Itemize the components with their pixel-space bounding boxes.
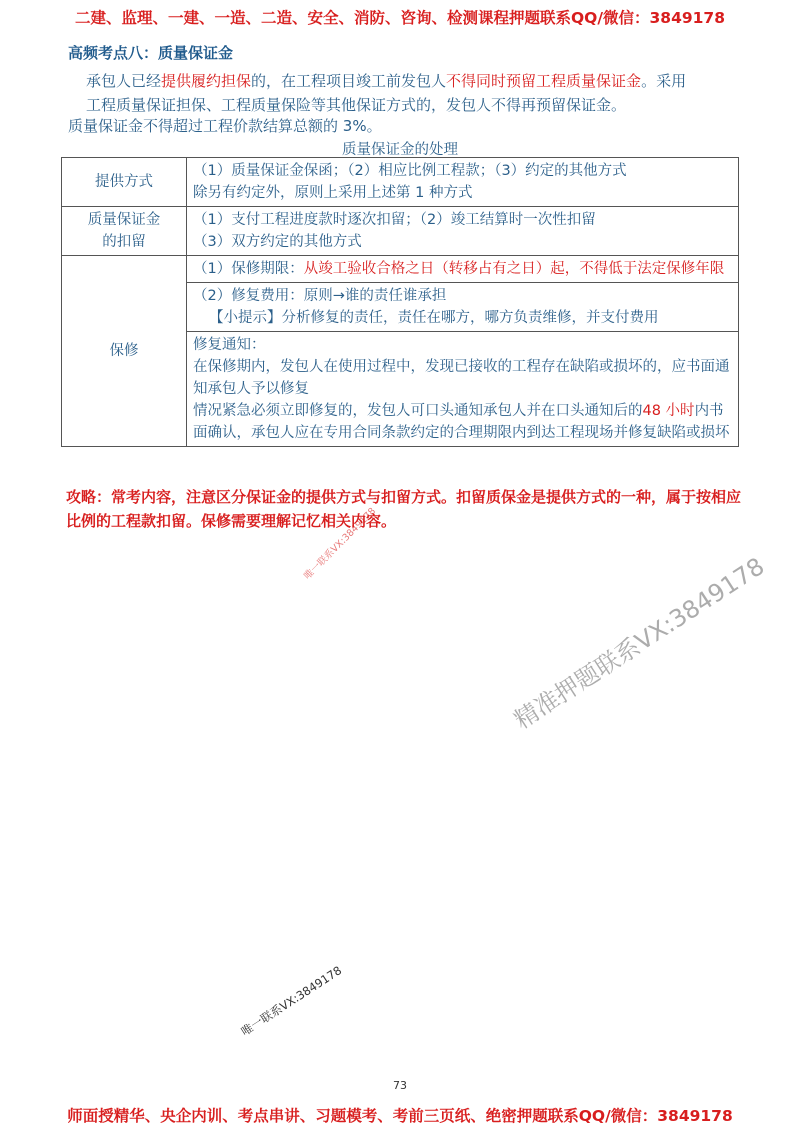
row-label-provision: 提供方式 (62, 158, 187, 207)
table-row-withholding (62, 207, 739, 256)
table-row-warranty-a (62, 256, 739, 283)
urgent-text-b: 内书面确认，承包人应在专用合同条款约定的合理期限内到达工程现场并修复缺陷或损坏 (193, 403, 730, 441)
page-header-banner: 二建、监理、一建、一造、二造、安全、消防、咨询、检测课程押题联系QQ/微信：3849178 (74, 9, 725, 27)
repair-cost-cell (187, 283, 739, 332)
urgent-48-hours: 48 小时 (642, 403, 695, 419)
repair-cost-principle: （2）修复费用：原则→谁的责任谁承担 (193, 288, 447, 304)
repair-notice-cell (187, 332, 739, 447)
table-caption: 质量保证金的处理 (342, 142, 458, 158)
watermark-red-small: 唯一联系VX:3849178 (302, 505, 379, 582)
row-content-withholding (187, 207, 739, 256)
repair-cost-tip: 【小提示】分析修复的责任，责任在哪方，哪方负责维修，并支付费用 (209, 310, 659, 326)
table-row-provision (62, 158, 739, 207)
repair-notice-urgent (193, 400, 732, 444)
repair-notice-title: 修复通知： (193, 337, 266, 353)
intro-highlight-performance-guarantee: 提供履约担保 (161, 72, 252, 90)
urgent-text-a: 情况紧急必须立即修复的，发包人可口头通知承包人并在口头通知后的 (193, 403, 643, 419)
strategy-note: 攻略：常考内容，注意区分保证金的提供方式与扣留方式。扣留质保金是提供方式的一种，属于按相应比例的工程款扣留。保修需要理解记忆相关内容。 (66, 488, 742, 530)
provision-methods: （1）质量保证金保函；（2）相应比例工程款；（3）约定的其他方式 (193, 163, 627, 179)
quality-deposit-table (61, 157, 739, 447)
page-number: 73 (393, 1079, 407, 1092)
withholding-other: （3）双方约定的其他方式 (193, 234, 362, 250)
withholding-label-line2: 的扣留 (102, 234, 146, 250)
warranty-period-cell (187, 256, 739, 283)
repair-notice-normal: 在保修期内，发包人在使用过程中，发现已接收的工程存在缺陷或损坏的，应书面通知承包人予以修复 (193, 359, 730, 397)
row-content-provision (187, 158, 739, 207)
intro-paragraph-line1 (86, 70, 746, 92)
withholding-label-line1: 质量保证金 (87, 212, 161, 228)
section-title: 高频考点八：质量保证金 (68, 44, 234, 62)
watermark-small: 唯一联系VX:3849178 (238, 963, 345, 1039)
intro-text: 。采用 (641, 72, 687, 90)
intro-text: 承包人已经 (86, 72, 162, 90)
watermark-large: 精准押题联系VX:3849178 (509, 552, 770, 735)
row-label-warranty: 保修 (62, 256, 187, 447)
row-label-withholding (62, 207, 187, 256)
intro-text: 的，在工程项目竣工前发包人 (251, 72, 447, 90)
page-footer-banner: 师面授精华、央企内训、考点串讲、习题模考、考前三页纸、绝密押题联系QQ/微信：3849178 (67, 1107, 733, 1125)
withholding-methods: （1）支付工程进度款时逐次扣留；（2）竣工结算时一次性扣留 (193, 212, 596, 228)
warranty-period-highlight: 从竣工验收合格之日（转移占有之日）起，不得低于法定保修年限 (303, 261, 725, 277)
warranty-period-prefix: （1）保修期限： (193, 261, 304, 277)
intro-highlight-no-double-retention: 不得同时预留工程质量保证金 (446, 72, 642, 90)
intro-paragraph-line3: 质量保证金不得超过工程价款结算总额的 3%。 (68, 117, 382, 135)
intro-paragraph-line2: 工程质量保证担保、工程质量保险等其他保证方式的，发包人不得再预留保证金。 (86, 96, 627, 114)
provision-default: 除另有约定外，原则上采用上述第 1 种方式 (193, 185, 473, 201)
